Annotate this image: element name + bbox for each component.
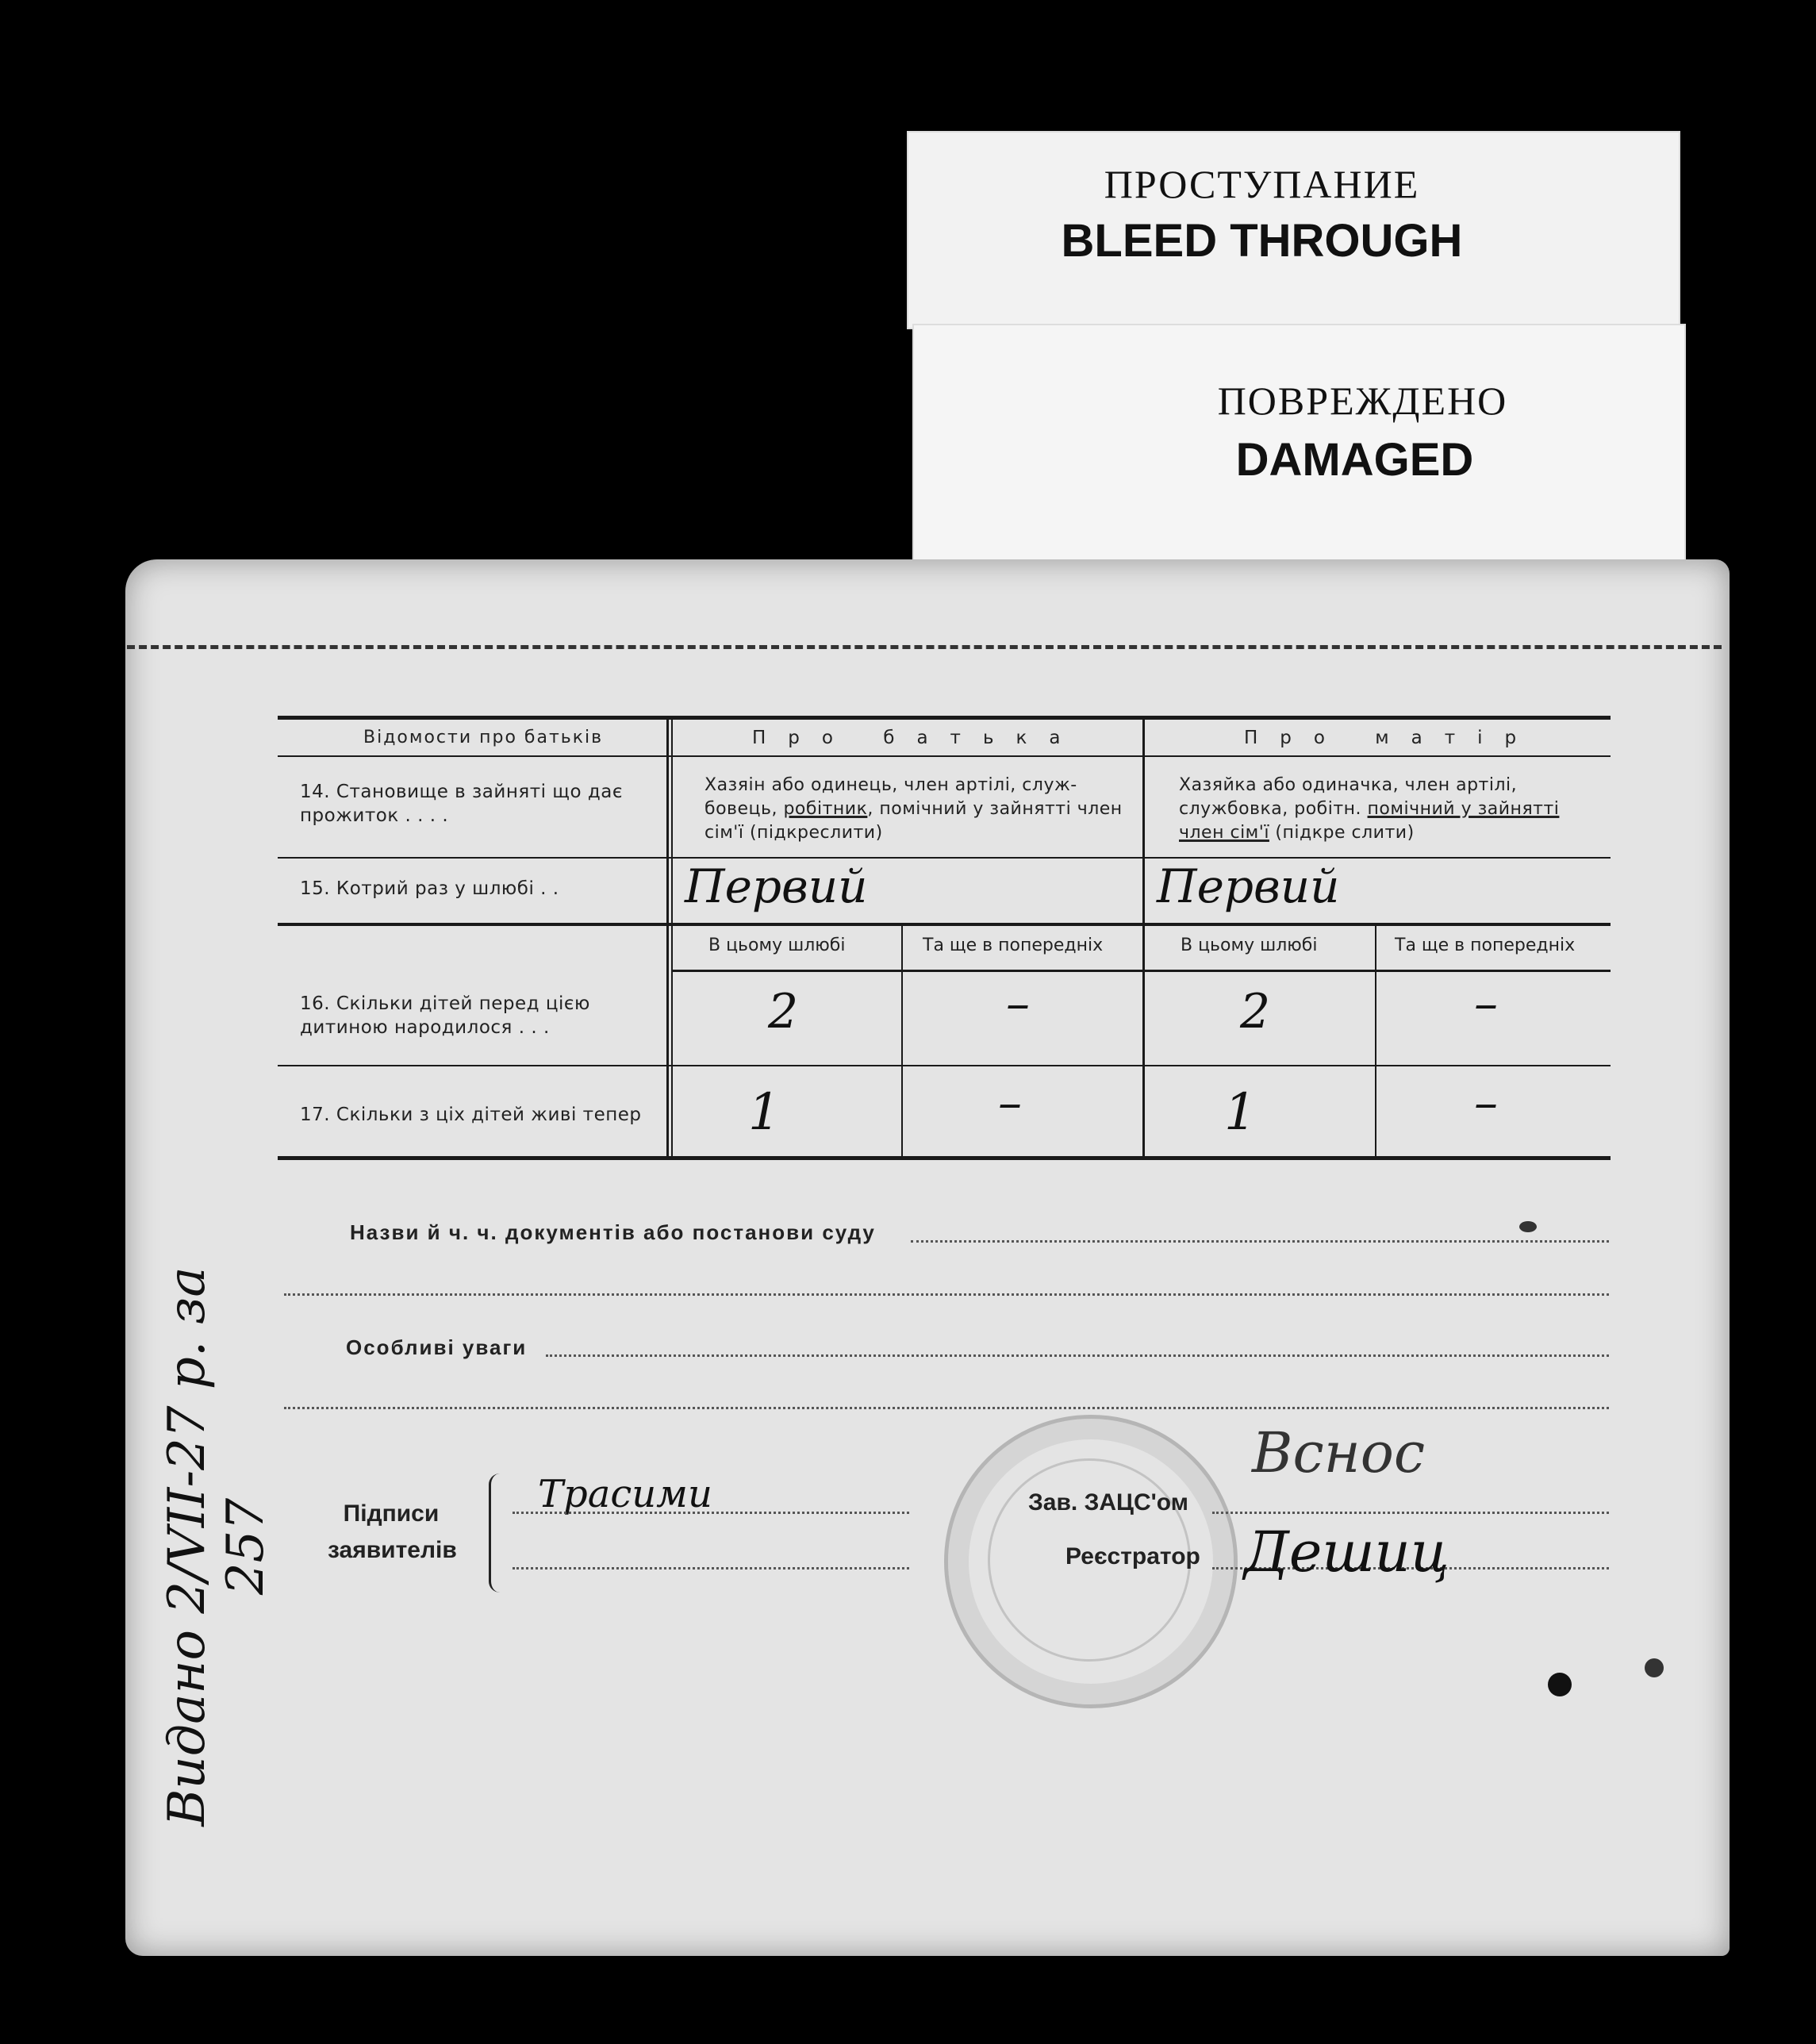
damaged-card (912, 324, 1686, 562)
registrar-signature: Дешиц (1244, 1520, 1449, 1585)
bleed-through-ru: ПРОСТУПАНИЕ (1104, 162, 1420, 206)
punch-hole (1645, 1658, 1664, 1677)
header-parents-info: Відомости про батьків (363, 728, 604, 747)
bleed-through-en: BLEED THROUGH (1061, 215, 1463, 267)
header-mother: Про матір (1244, 728, 1539, 748)
row16-father-prev: – (1006, 976, 1030, 1032)
row17-mother-prev: – (1474, 1075, 1498, 1131)
signatures-label: Підписи заявителів (328, 1500, 457, 1563)
table-rule (278, 857, 1611, 859)
row14-mother (1179, 774, 1599, 845)
notes-label: Особливі уваги (346, 1335, 528, 1359)
table-rule (278, 755, 1611, 757)
subheader-father-prev: Та ще в попередніх (923, 936, 1104, 955)
damage-mark (1519, 1221, 1537, 1232)
row15-label: 15. Котрий раз у шлюбі . . (300, 878, 559, 899)
row15-mother-value: Первий (1157, 859, 1340, 913)
row16-mother-this: 2 (1240, 984, 1271, 1039)
form-sheet (125, 559, 1730, 1956)
damaged-ru: ПОВРЕЖДЕНО (1217, 378, 1508, 423)
head-signature: Вснос (1252, 1420, 1426, 1485)
bleed-through-card (907, 131, 1680, 329)
table-col-rule (901, 924, 903, 1158)
row14-mother-underlined: помічний у зайнятті член сім'ї (1179, 799, 1560, 843)
subheader-mother-this: В цьому шлюбі (1181, 936, 1318, 955)
row17-mother-this: 1 (1224, 1083, 1257, 1142)
punch-hole (1548, 1673, 1572, 1696)
documents-line-2 (284, 1293, 1609, 1296)
table-top-rule (278, 716, 1611, 720)
damaged-en: DAMAGED (1235, 434, 1474, 486)
row15-father-value: Первий (685, 859, 868, 913)
row14-mother-post: (підкре слити) (1269, 823, 1415, 843)
head-label: Зав. ЗАЦС'ом (1028, 1489, 1188, 1516)
table-col-rule (671, 718, 673, 1158)
applicant-signature: Трасими (538, 1472, 712, 1516)
perforation-line (127, 645, 1722, 649)
table-rule (278, 923, 1611, 926)
table-col-rule (1142, 718, 1145, 1158)
documents-line (911, 1240, 1609, 1243)
row16-father-this: 2 (768, 984, 799, 1039)
head-line (1212, 1512, 1609, 1514)
row14-father-underlined: робітник (783, 799, 868, 819)
table-col-rule (1375, 924, 1376, 1158)
row14-father-pre: Хазяін або одинець, член артілі, служ-бовець, (705, 775, 1077, 819)
header-father: Про батька (752, 728, 1083, 748)
row14-father-post: , помічний у зайнятті член сім'ї (підкреслити) (705, 799, 1123, 843)
row14-mother-pre: Хазяйка або одиначка, член артілі, службовка, робітн. (1179, 775, 1518, 819)
table-rule (278, 1065, 1611, 1066)
margin-note: Видано 2/VII-27 р. за 257 (158, 1266, 275, 1827)
table-col-rule (666, 718, 669, 1158)
row14-father (705, 774, 1125, 845)
row17-father-this: 1 (748, 1083, 781, 1142)
row17-label: 17. Скільки з ціх дітей живі тепер (300, 1105, 642, 1125)
signature-line-2 (513, 1567, 909, 1570)
documents-label: Назви й ч. ч. документів або постанови суду (350, 1220, 876, 1244)
subheader-mother-prev: Та ще в попередніх (1395, 936, 1576, 955)
row17-father-prev: – (998, 1075, 1022, 1131)
subheader-father-this: В цьому шлюбі (708, 936, 846, 955)
row16-mother-prev: – (1474, 976, 1498, 1032)
registrar-label: Реєстратор (1065, 1543, 1200, 1570)
notes-line-2 (284, 1407, 1609, 1409)
signature-line (513, 1512, 909, 1514)
table-bottom-rule (278, 1156, 1611, 1160)
signatures-brace (489, 1473, 504, 1593)
row14-label: 14. Становище в зайняті що дає прожиток . . . . (300, 782, 623, 826)
notes-line (546, 1354, 1609, 1357)
row16-label: 16. Скільки дітей перед цією дитиною народилося . . . (300, 993, 590, 1038)
table-rule (673, 970, 1611, 972)
